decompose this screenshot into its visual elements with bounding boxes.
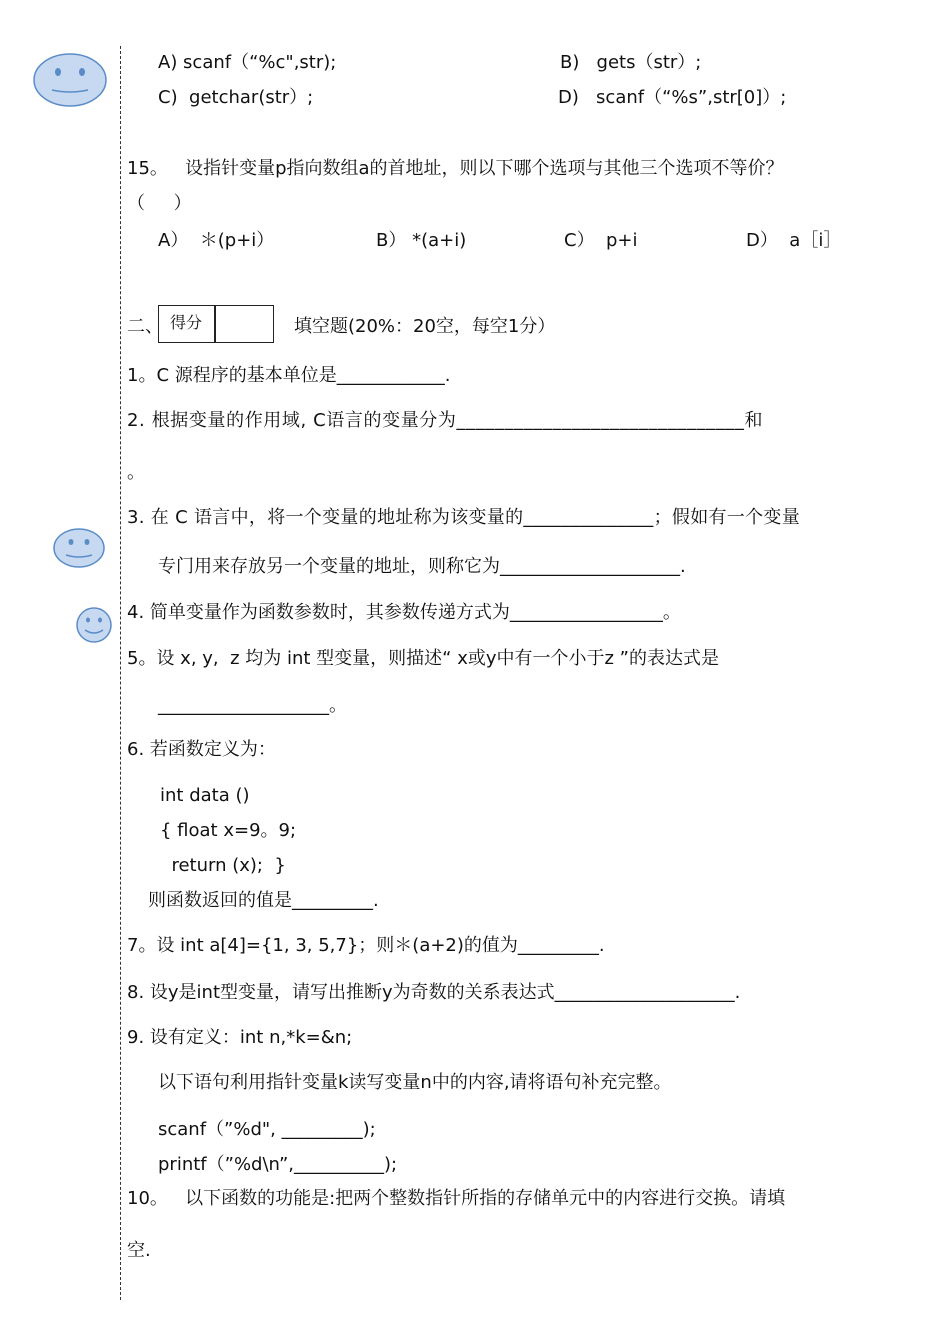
fill-q2: 2. 根据变量的作用域, C语言的变量分为______________________________和 — [127, 410, 764, 431]
fill-q9-instruction: 以下语句利用指针变量k读写变量n中的内容,请将语句补充完整。 — [158, 1072, 672, 1093]
fill-q6: 6. 若函数定义为： — [127, 739, 276, 760]
score-label: 得分 — [170, 313, 203, 332]
q14-option-c: C) getchar(str）; — [158, 87, 314, 108]
fill-q6-code-line2: { float x=9。9; — [160, 820, 297, 841]
binding-margin-line — [120, 46, 121, 1300]
smiley-face-icon — [75, 606, 113, 644]
section-title: 填空题(20%：20空，每空1分） — [294, 316, 556, 337]
fill-q9: 9. 设有定义：int n,*k=&n; — [127, 1027, 353, 1048]
fill-q6-answer: 则函数返回的值是_________. — [148, 890, 379, 911]
fill-q3-line2: 专门用来存放另一个变量的地址，则称它为____________________. — [158, 556, 686, 577]
fill-q9-code-line1: scanf（”%d", _________); — [158, 1119, 376, 1140]
fill-q6-code-line1: int data () — [160, 785, 250, 806]
fill-q8: 8. 设y是int型变量，请写出推断y为奇数的关系表达式____________________. — [127, 982, 741, 1003]
fill-q6-code-line3: return (x); } — [160, 855, 286, 876]
smiley-face-icon — [32, 52, 108, 108]
q14-option-d: D) scanf（“%s”,str[0]）; — [558, 87, 787, 108]
q15-option-d: D） a［i］ — [746, 230, 842, 251]
q15-answer-paren: （ ） — [127, 193, 192, 214]
fill-q10-line1: 10。 以下函数的功能是:把两个整数指针所指的存储单元中的内容进行交换。请填 — [127, 1188, 786, 1209]
fill-q7: 7。设 int a[4]={1, 3, 5,7}；则＊(a+2)的值为_________. — [127, 935, 605, 956]
fill-q5-line2: ___________________。 — [158, 695, 347, 716]
section-number: 二、 — [127, 316, 163, 337]
fill-q9-code-line2: printf（”%d\n”,__________); — [158, 1154, 398, 1175]
fill-q4: 4. 简单变量作为函数参数时，其参数传递方式为_________________。 — [127, 602, 681, 623]
fill-q2-end: 。 — [127, 462, 145, 483]
q15-option-a: A） ＊(p+i） — [158, 230, 275, 251]
q15-stem: 15。 设指针变量p指向数组a的首地址，则以下哪个选项与其他三个选项不等价？ — [127, 158, 784, 179]
q15-option-b: B） *(a+i) — [376, 230, 467, 251]
fill-q3-line1: 3. 在 C 语言中，将一个变量的地址称为该变量的______________；假如有一个变量 — [127, 507, 801, 528]
fill-q10-line2: 空. — [127, 1240, 151, 1261]
q14-option-a: A) scanf（“%c",str); — [158, 52, 337, 73]
q14-option-b: B) gets（str）; — [560, 52, 702, 73]
smiley-face-icon — [52, 527, 106, 569]
fill-q1: 1。C 源程序的基本单位是____________. — [127, 365, 451, 386]
q15-option-c: C） p+i — [564, 230, 638, 251]
fill-q5-line1: 5。设 x, y, z 均为 int 型变量，则描述“ x或y中有一个小于z ”的表达式是 — [127, 648, 720, 669]
score-value-cell — [214, 305, 274, 343]
